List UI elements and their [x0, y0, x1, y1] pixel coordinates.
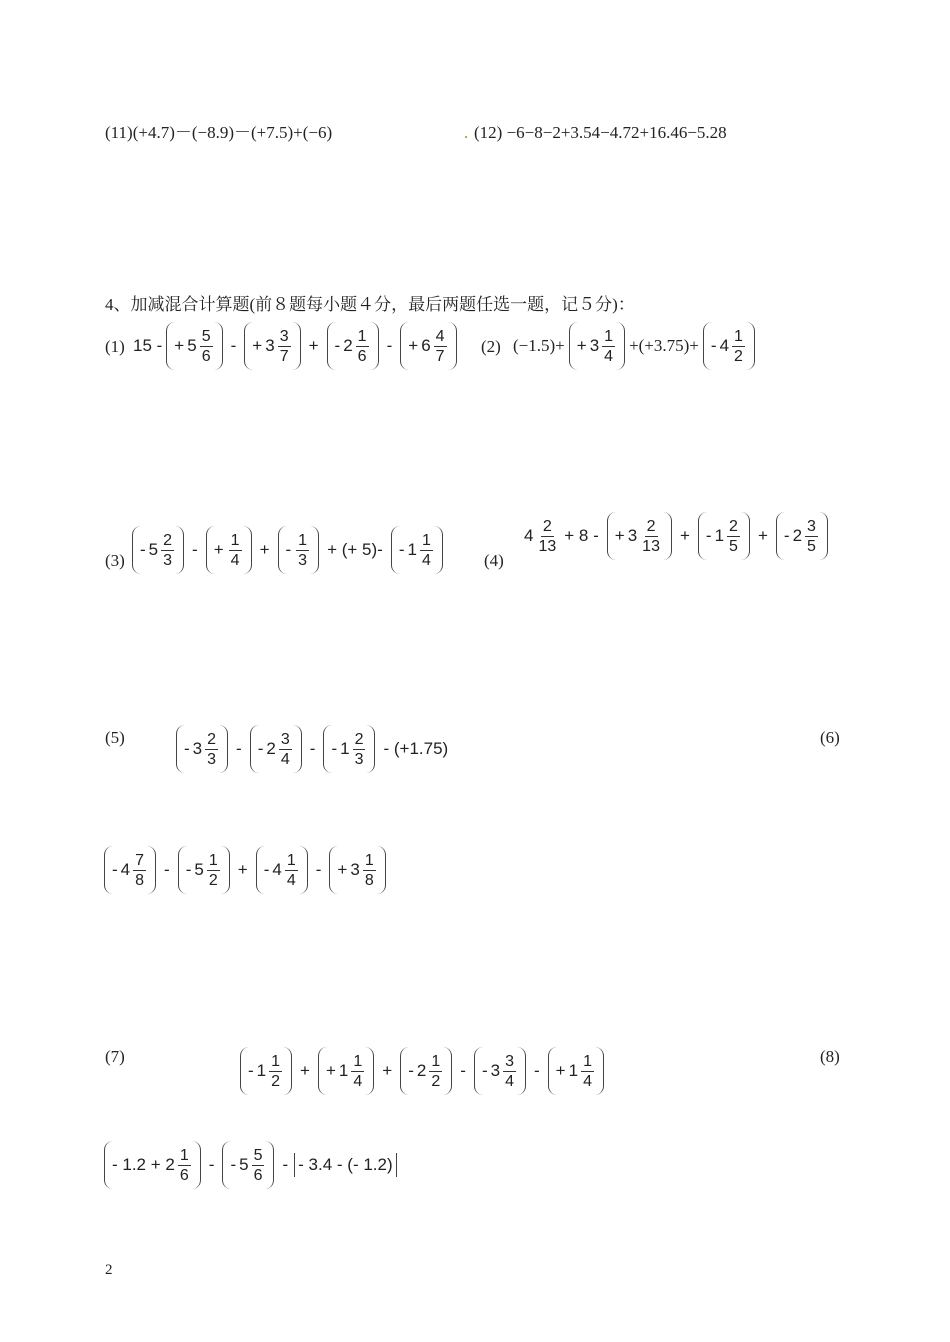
p3-b-sign: +	[213, 540, 224, 559]
p1-d-num: 4	[435, 327, 445, 345]
p6-d-whole: 3	[350, 860, 360, 879]
p2-mid: +(+3.75)+	[629, 336, 699, 355]
label-4-text: (4)	[484, 551, 504, 570]
p4-a-num: 2	[646, 517, 656, 535]
p3-term-b	[206, 526, 252, 574]
p8-a-num: 1	[179, 1146, 189, 1164]
p8-b-den: 6	[253, 1166, 263, 1184]
p5-tail: - (+1.75)	[383, 739, 449, 758]
p6-a-den: 8	[135, 871, 145, 889]
p3-d-num: 1	[421, 531, 431, 549]
p8-b-num: 5	[253, 1146, 263, 1164]
p7-e-num: 1	[583, 1052, 592, 1070]
p7-c-sign: -	[408, 1061, 414, 1080]
p4-op2: +	[757, 526, 768, 545]
p1-c-fraction	[356, 327, 369, 366]
p2-a-sign: +	[576, 336, 587, 355]
p7-c-whole: 2	[416, 1061, 427, 1080]
p2-lead: (−1.5)+	[513, 336, 565, 355]
p4-term-a	[607, 512, 672, 560]
p8-absolute-value	[294, 1153, 396, 1177]
p7-term-a	[240, 1047, 292, 1095]
p3-b-fraction	[229, 531, 242, 570]
p1-term-c	[327, 322, 379, 370]
p7-b-den: 4	[353, 1072, 363, 1090]
p4-mid: + 8 -	[564, 526, 599, 545]
p3-a-den: 3	[163, 551, 173, 569]
p7-term-e	[548, 1047, 604, 1095]
p6-b-sign: -	[185, 860, 192, 879]
p4-a-fraction	[640, 517, 662, 556]
p7-e-den: 4	[583, 1072, 592, 1090]
p7-d-whole: 3	[490, 1061, 501, 1080]
p4-b-num: 2	[729, 517, 738, 535]
p5-term-c	[323, 725, 375, 773]
problem-11	[105, 123, 332, 143]
p5-a-whole: 3	[192, 739, 203, 758]
p4-term-b	[698, 512, 750, 560]
p5-a-sign: -	[184, 739, 190, 758]
p7-c-fraction	[429, 1052, 442, 1091]
p3-a-num: 2	[163, 531, 173, 549]
p5-b-den: 4	[280, 750, 290, 768]
p7-d-sign: -	[481, 1061, 488, 1080]
p4-b-fraction	[727, 517, 740, 556]
p3-a-whole: 5	[148, 540, 159, 559]
p3-op1: -	[192, 540, 198, 559]
p8-b-whole: 5	[239, 1155, 249, 1174]
p1-a-den: 6	[201, 347, 211, 365]
p4-lead-whole: 4	[524, 526, 534, 545]
p6-c-sign: -	[263, 860, 270, 879]
p5-c-whole: 1	[340, 739, 350, 758]
p7-e-fraction	[581, 1052, 594, 1091]
p7-a-den: 2	[271, 1072, 281, 1090]
p1-b-num: 3	[279, 327, 289, 345]
p6-b-fraction	[207, 851, 220, 890]
p6-b-num: 1	[208, 851, 218, 869]
stray-dot	[464, 123, 468, 143]
p4-term-c	[776, 512, 828, 560]
p4-lead-den: 13	[538, 537, 557, 555]
p7-a-fraction	[269, 1052, 282, 1091]
p1-term-d	[400, 322, 456, 370]
p8-op1: -	[208, 1155, 215, 1174]
p6-op3: -	[315, 860, 322, 879]
p2-term-b	[703, 322, 755, 370]
p7-a-sign: -	[248, 1061, 254, 1080]
p4-b-sign: -	[705, 526, 712, 545]
p1-b-fraction	[278, 327, 291, 366]
p1-op1: -	[230, 336, 237, 355]
p3-b-num: 1	[230, 531, 240, 549]
p7-a-num: 1	[271, 1052, 281, 1070]
p4-c-num: 3	[807, 517, 816, 535]
p6-term-d	[329, 846, 385, 894]
p3-d-den: 4	[421, 551, 431, 569]
p7-b-sign: +	[325, 1061, 336, 1080]
p7-op3: -	[460, 1061, 466, 1080]
stray-dot-mark: .	[464, 123, 469, 142]
p4-a-whole: 3	[627, 526, 638, 545]
p6-b-whole: 5	[194, 860, 204, 879]
p2-b-sign: -	[710, 336, 717, 355]
p1-b-den: 7	[279, 347, 289, 365]
p7-e-whole: 1	[568, 1061, 579, 1080]
p2-b-den: 2	[734, 347, 743, 365]
p5-a-den: 3	[207, 750, 217, 768]
label-4	[484, 551, 504, 571]
p3-term-d	[391, 526, 443, 574]
label-5: (5)	[105, 728, 125, 747]
p8-a-lead: - 1.2 + 2	[112, 1155, 175, 1174]
p1-a-whole: 5	[187, 336, 197, 355]
p4-lead-fraction	[536, 517, 558, 556]
p6-d-num: 1	[364, 851, 374, 869]
p4-c-whole: 2	[792, 526, 803, 545]
p1-c-num: 1	[357, 327, 367, 345]
p8-b-fraction	[252, 1146, 265, 1185]
p1-d-whole: 6	[421, 336, 431, 355]
p5-b-fraction	[279, 730, 292, 769]
p1-op2: +	[308, 336, 319, 355]
p4-a-sign: +	[614, 526, 625, 545]
p6-c-den: 4	[286, 871, 296, 889]
p7-d-den: 4	[505, 1072, 514, 1090]
p3-c-den: 3	[298, 551, 308, 569]
p2-term-a	[569, 322, 625, 370]
p7-op1: +	[300, 1061, 310, 1080]
p4-a-den: 13	[642, 537, 660, 555]
p3-d-sign: -	[398, 540, 405, 559]
p8-abs-content: - 3.4 - (- 1.2)	[298, 1155, 393, 1174]
p3-c-sign: -	[285, 540, 292, 559]
p5-op2: -	[309, 739, 316, 758]
p1-d-fraction	[434, 327, 447, 366]
p2-b-num: 1	[734, 327, 743, 345]
p3-mid: + (+ 5)-	[327, 540, 383, 559]
p7-term-c	[400, 1047, 452, 1095]
p5-c-den: 3	[354, 750, 364, 768]
label-8: (8)	[820, 1047, 840, 1066]
p1-b-whole: 3	[265, 336, 275, 355]
p3-d-fraction	[420, 531, 433, 570]
p6-d-fraction	[363, 851, 376, 890]
p8-a-den: 6	[179, 1166, 189, 1184]
p2-a-whole: 3	[589, 336, 600, 355]
problem-12-text: (12) −6−8−2+3.54−4.72+16.46−5.28	[474, 123, 727, 142]
p2-a-den: 4	[604, 347, 614, 365]
p6-c-num: 1	[286, 851, 296, 869]
p8-op2: -	[282, 1155, 289, 1174]
p4-b-den: 5	[729, 537, 738, 555]
p8-term-a	[104, 1141, 201, 1189]
problem-1	[133, 322, 461, 370]
p6-a-num: 7	[135, 851, 145, 869]
p7-op2: +	[382, 1061, 393, 1080]
p5-c-fraction	[353, 730, 366, 769]
problem-7	[236, 1047, 608, 1095]
p8-b-sign: -	[230, 1155, 237, 1174]
p4-c-den: 5	[807, 537, 816, 555]
problem-2	[513, 322, 759, 370]
p7-e-sign: +	[555, 1061, 566, 1080]
p5-term-a	[176, 725, 228, 773]
p7-d-fraction	[503, 1052, 516, 1091]
p6-c-fraction	[285, 851, 298, 890]
p6-a-sign: -	[112, 860, 118, 879]
problem-5	[172, 725, 452, 773]
p1-d-den: 7	[435, 347, 445, 365]
p2-b-fraction	[732, 327, 745, 366]
p2-a-num: 1	[604, 327, 614, 345]
p7-d-num: 3	[505, 1052, 514, 1070]
label-6: (6)	[820, 728, 840, 747]
label-3: (3)	[105, 551, 125, 570]
p1-term-a	[166, 322, 222, 370]
p5-a-num: 2	[207, 730, 217, 748]
label-2: (2)	[481, 337, 501, 356]
p5-term-b	[250, 725, 302, 773]
p3-op2: +	[259, 540, 270, 559]
section-heading	[105, 295, 635, 315]
p5-b-whole: 2	[266, 739, 276, 758]
p5-b-num: 3	[280, 730, 290, 748]
p1-lead: 15 -	[133, 336, 163, 355]
label-1: (1)	[105, 337, 125, 356]
p6-b-den: 2	[208, 871, 218, 889]
p7-op4: -	[534, 1061, 540, 1080]
p1-op3: -	[386, 336, 393, 355]
label-7: (7)	[105, 1047, 125, 1066]
p6-term-c	[256, 846, 308, 894]
p4-op1: +	[679, 526, 690, 545]
problem-12	[474, 123, 727, 143]
problem-8	[100, 1141, 399, 1189]
p7-c-den: 2	[431, 1072, 441, 1090]
p1-c-whole: 2	[343, 336, 353, 355]
p7-b-whole: 1	[338, 1061, 349, 1080]
p3-a-fraction	[161, 531, 174, 570]
p6-op2: +	[237, 860, 248, 879]
problem-11-text: (11)(+4.7)－(−8.9)－(+7.5)+(−6)	[105, 123, 333, 142]
p6-a-whole: 4	[120, 860, 131, 879]
problem-4	[524, 512, 832, 560]
p3-term-a	[132, 526, 184, 574]
p6-op1: -	[164, 860, 170, 879]
problem-3	[128, 526, 447, 574]
p4-c-sign: -	[783, 526, 790, 545]
p8-a-fraction	[178, 1146, 191, 1185]
p5-b-sign: -	[257, 739, 264, 758]
p6-term-b	[178, 846, 230, 894]
p1-a-num: 5	[201, 327, 211, 345]
p7-b-num: 1	[353, 1052, 363, 1070]
p5-a-fraction	[205, 730, 218, 769]
p3-b-den: 4	[230, 551, 240, 569]
p6-a-fraction	[133, 851, 146, 890]
p5-op1: -	[236, 739, 242, 758]
p2-a-fraction	[602, 327, 615, 366]
p8-term-b	[222, 1141, 274, 1189]
section-heading-text: 4、加减混合计算题(前８题每小题４分，最后两题任选一题，记５分)：	[105, 295, 635, 314]
p4-lead-num: 2	[542, 517, 552, 535]
p3-c-num: 1	[298, 531, 308, 549]
p4-c-fraction	[805, 517, 818, 556]
p1-term-b	[244, 322, 300, 370]
p5-c-sign: -	[331, 739, 338, 758]
p1-d-sign: +	[408, 336, 419, 355]
p2-b-whole: 4	[719, 336, 730, 355]
p4-b-whole: 1	[714, 526, 725, 545]
p1-c-sign: -	[334, 336, 341, 355]
p7-term-b	[318, 1047, 374, 1095]
p1-c-den: 6	[357, 347, 367, 365]
p3-c-fraction	[296, 531, 309, 570]
p3-d-whole: 1	[407, 540, 417, 559]
p1-b-sign: +	[252, 336, 263, 355]
p7-b-fraction	[351, 1052, 364, 1091]
page-number: 2	[105, 1262, 113, 1278]
p6-d-sign: +	[337, 860, 348, 879]
p5-c-num: 2	[354, 730, 364, 748]
p6-c-whole: 4	[272, 860, 282, 879]
p7-a-whole: 1	[256, 1061, 267, 1080]
p7-term-d	[474, 1047, 526, 1095]
p3-a-sign: -	[140, 540, 146, 559]
p6-term-a	[104, 846, 156, 894]
p7-c-num: 1	[431, 1052, 441, 1070]
problem-6	[100, 846, 390, 894]
p1-a-fraction	[200, 327, 213, 366]
p1-a-sign: +	[174, 336, 185, 355]
p3-term-c	[278, 526, 320, 574]
p6-d-den: 8	[364, 871, 374, 889]
